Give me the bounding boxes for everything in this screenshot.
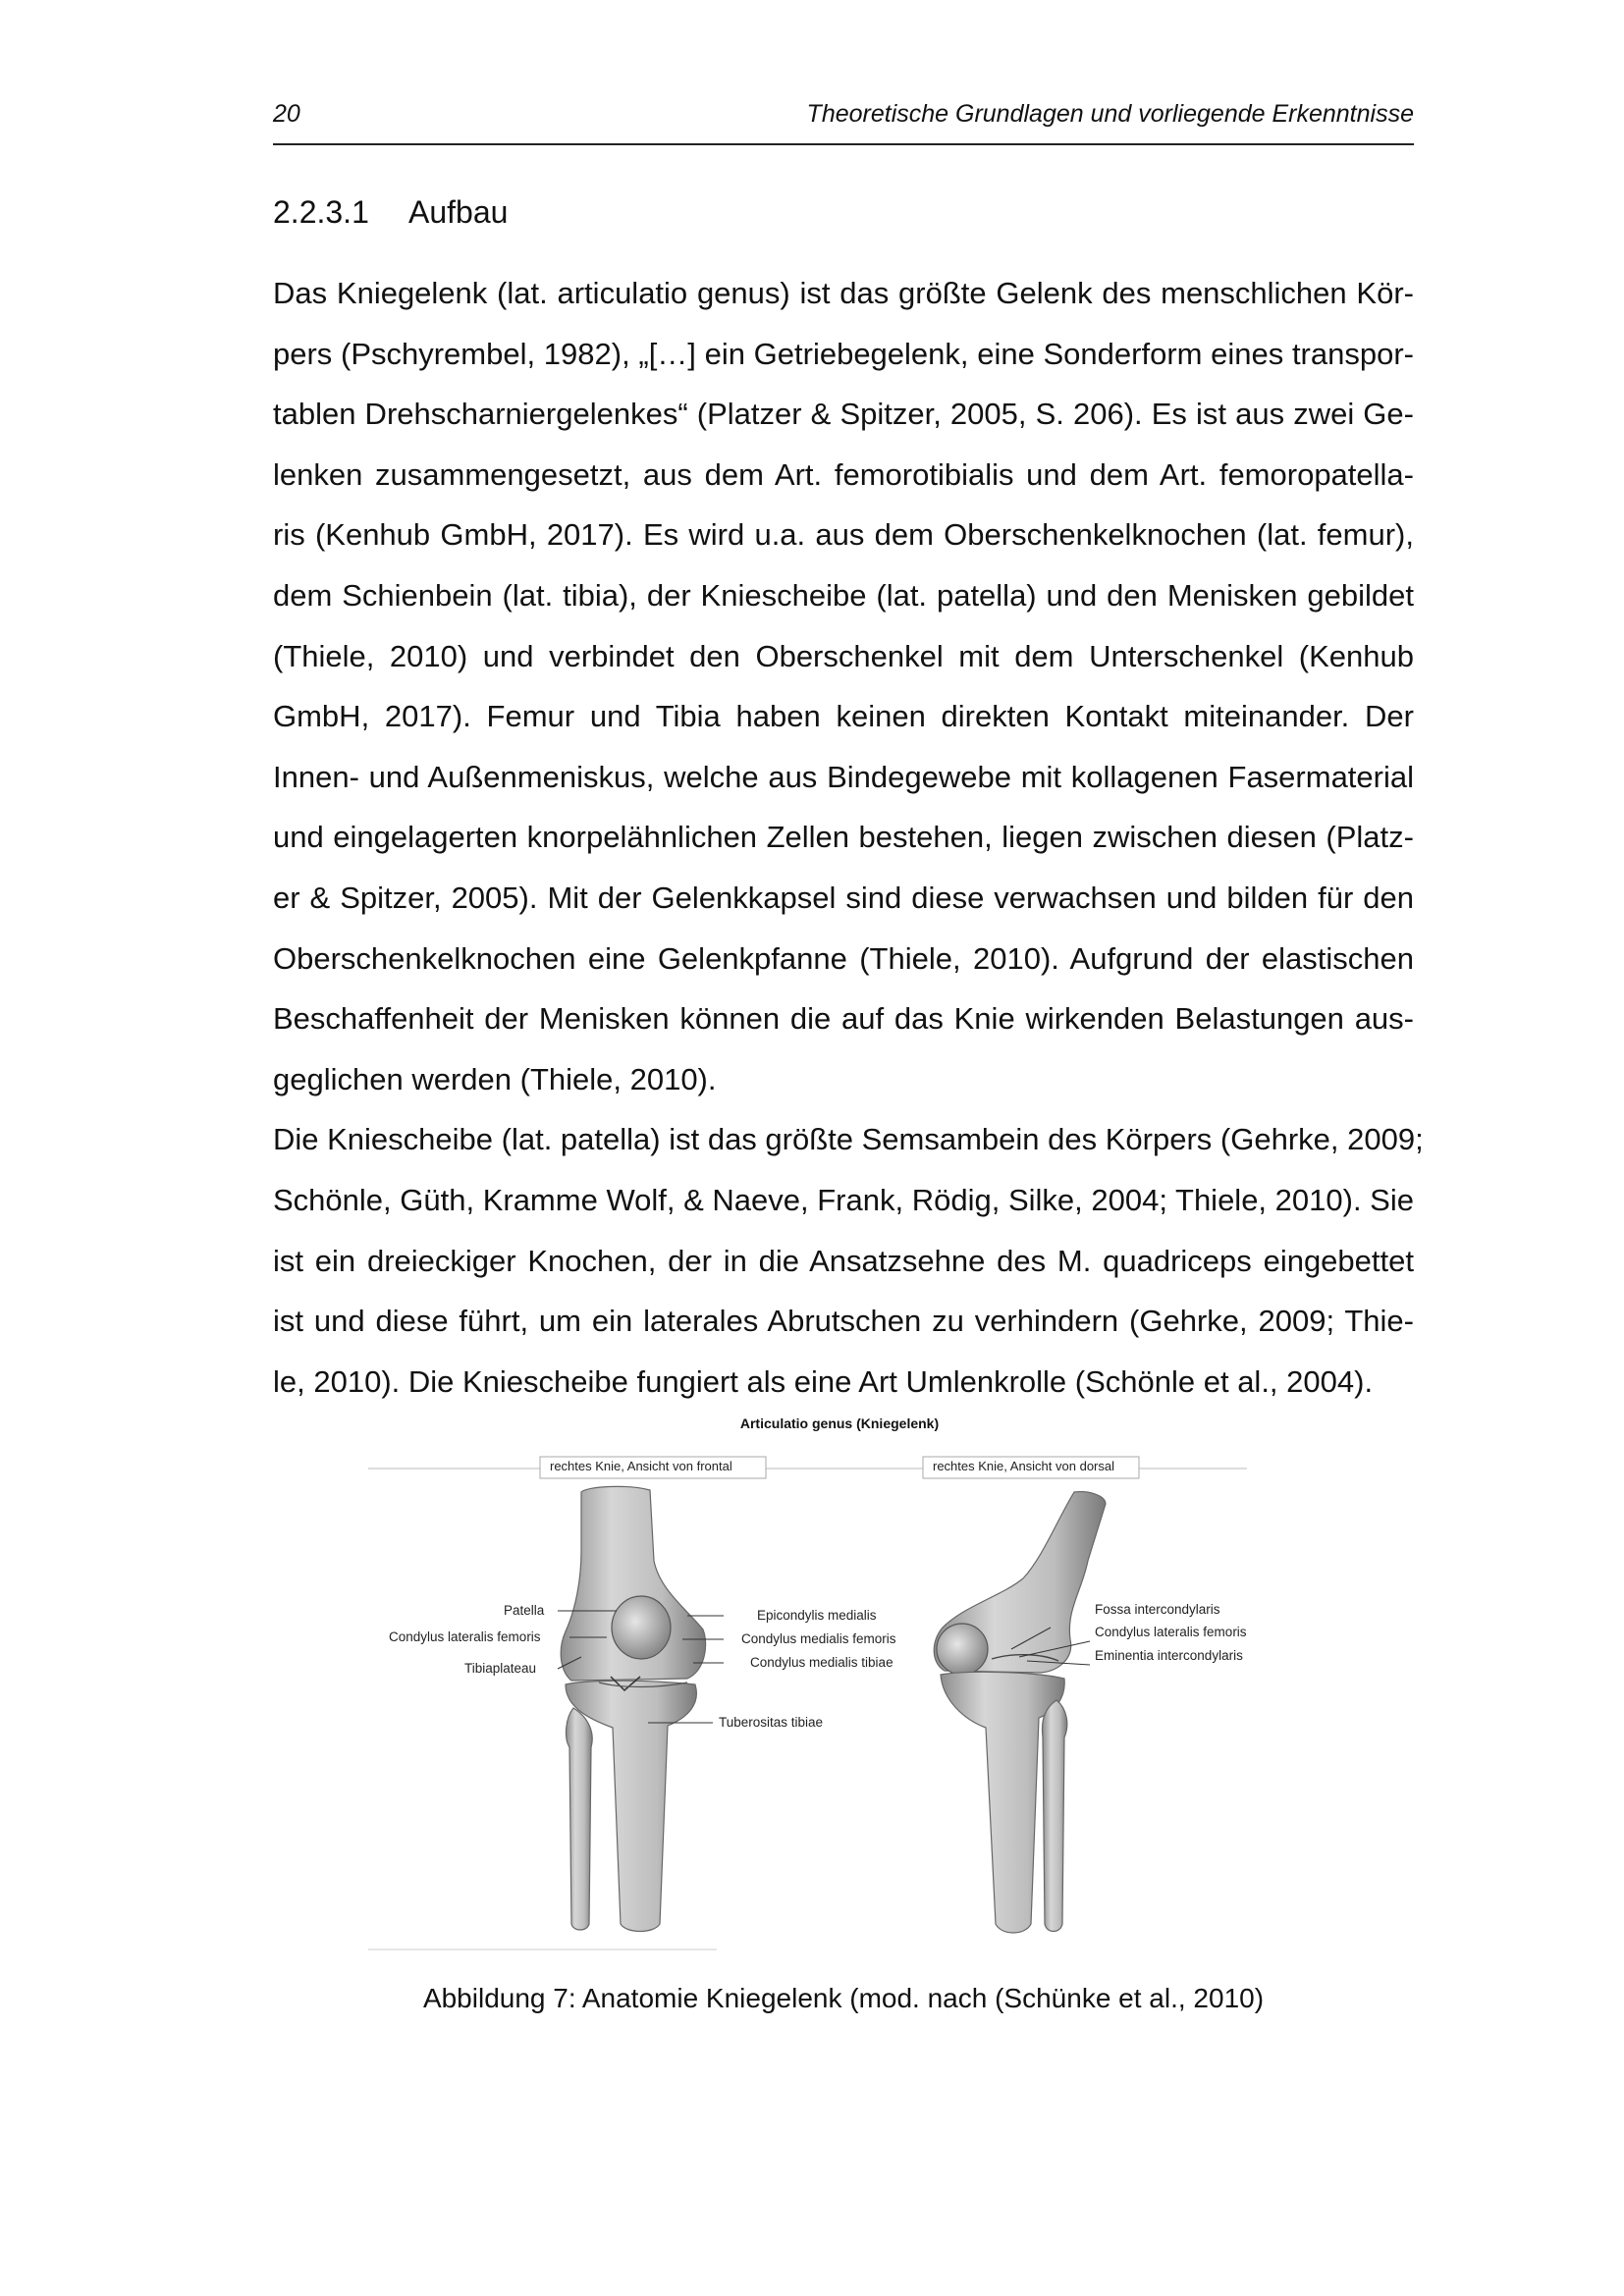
text-line: und eingelagerten knorpelähnlichen Zellen bestehen, liegen zwischen diesen (Platz- [273, 820, 1414, 855]
label-tuberositas-tibiae: Tuberositas tibiae [719, 1715, 824, 1730]
dorsal-knee-drawing [934, 1492, 1106, 1933]
knee-illustration [363, 1414, 1316, 1963]
text-line: lenken zusammengesetzt, aus dem Art. femorotibialis und dem Art. femoropatella- [273, 456, 1414, 492]
section-heading [273, 194, 508, 231]
text-line: Innen- und Außenmeniskus, welche aus Bindegewebe mit kollagenen Fasermaterial [273, 759, 1414, 794]
section-title: Aufbau [408, 194, 509, 230]
text-line: er & Spitzer, 2005). Mit der Gelenkkapsel sind diese verwachsen und bilden für den [273, 880, 1414, 915]
text-line: Oberschenkelknochen eine Gelenkpfanne (Thiele, 2010). Aufgrund der elastischen [273, 940, 1414, 976]
text-line: GmbH, 2017). Femur und Tibia haben keinen direkten Kontakt miteinander. Der [273, 699, 1414, 734]
label-tibiaplateau: Tibiaplateau [464, 1661, 537, 1676]
page-number: 20 [273, 100, 300, 128]
figure-title: Articulatio genus (Kniegelenk) [739, 1415, 940, 1431]
text-line: Das Kniegelenk (lat. articulatio genus) ist das größte Gelenk des menschlichen Kör- [273, 276, 1414, 310]
label-condylus-lateralis-femoris-back: Condylus lateralis femoris [1095, 1625, 1247, 1639]
text-line: Die Kniescheibe (lat. patella) ist das größte Semsambein des Körpers (Gehrke, 2009; [273, 1122, 1424, 1157]
label-eminentia-intercondylaris: Eminentia intercondylaris [1095, 1648, 1243, 1663]
label-patella: Patella [504, 1603, 545, 1618]
text-line: pers (Pschyrembel, 1982), „[…] ein Getriebegelenk, eine Sonderform eines transpor- [273, 336, 1414, 371]
text-line: le, 2010). Die Kniescheibe fungiert als eine Art Umlenkrolle (Schönle et al., 2004). [273, 1363, 1374, 1399]
running-title: Theoretische Grundlagen und vorliegende Erkenntnisse [806, 100, 1414, 128]
text-line: Schönle, Güth, Kramme Wolf, & Naeve, Frank, Rödig, Silke, 2004; Thiele, 2010). Sie [273, 1182, 1414, 1217]
page-header [273, 96, 1414, 145]
frontal-view-label: rechtes Knie, Ansicht von frontal [550, 1459, 732, 1473]
text-line: dem Schienbein (lat. tibia), der Kniescheibe (lat. patella) und den Menisken gebildet [273, 577, 1414, 613]
label-epicondylis-medialis: Epicondylis medialis [757, 1608, 877, 1623]
label-condylus-medialis-tibiae: Condylus medialis tibiae [750, 1655, 893, 1670]
text-line: ist und diese führt, um ein laterales Abrutschen zu verhindern (Gehrke, 2009; Thie- [273, 1304, 1414, 1339]
section-number: 2.2.3.1 [273, 194, 369, 230]
text-line: ist ein dreieckiger Knochen, der in die Ansatzsehne des M. quadriceps eingebettet [273, 1243, 1414, 1278]
text-line: Beschaffenheit der Menisken können die auf das Knie wirkenden Belastungen aus- [273, 1001, 1414, 1037]
text-line: ris (Kenhub GmbH, 2017). Es wird u.a. aus dem Oberschenkelknochen (lat. femur), [273, 517, 1414, 553]
label-condylus-lateralis-femoris-front: Condylus lateralis femoris [389, 1629, 541, 1644]
text-line: (Thiele, 2010) und verbindet den Oberschenkel mit dem Unterschenkel (Kenhub [273, 638, 1414, 673]
dorsal-view-label: rechtes Knie, Ansicht von dorsal [933, 1459, 1114, 1473]
figure-caption: Abbildung 7: Anatomie Kniegelenk (mod. nach (Schünke et al., 2010) [422, 1983, 1265, 2013]
body-text [273, 263, 1424, 1412]
label-fossa-intercondylaris: Fossa intercondylaris [1095, 1602, 1220, 1617]
text-line: geglichen werden (Thiele, 2010). [273, 1061, 717, 1096]
knee-anatomy-figure [363, 1414, 1316, 1963]
text-line: tablen Drehscharniergelenkes“ (Platzer & Spitzer, 2005, S. 206). Es ist aus zwei Ge- [273, 397, 1414, 432]
label-condylus-medialis-femoris: Condylus medialis femoris [741, 1631, 896, 1646]
frontal-knee-drawing [561, 1486, 705, 1931]
